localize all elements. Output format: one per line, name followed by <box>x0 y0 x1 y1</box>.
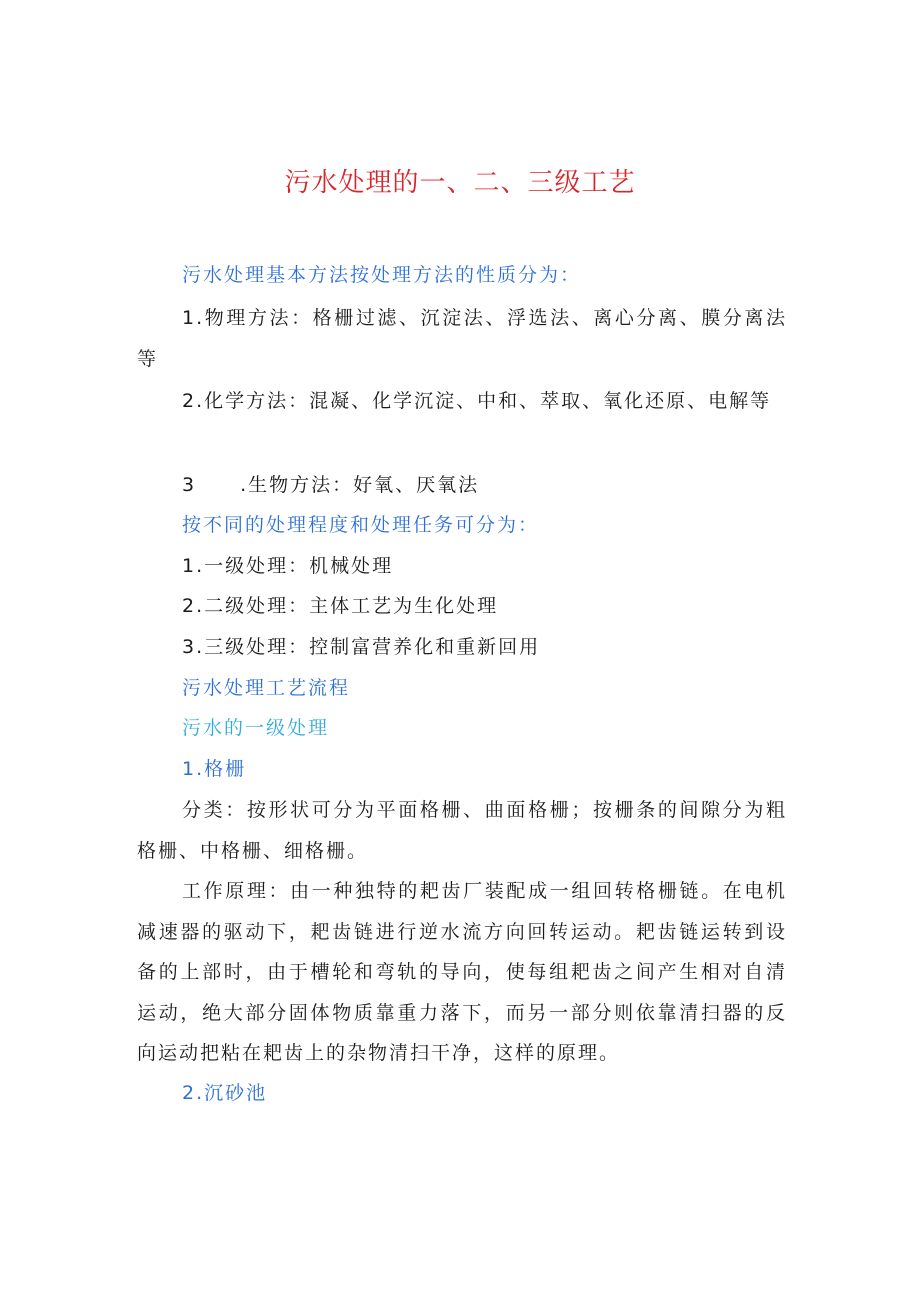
grit-chamber-heading: 2.沉砂池 <box>182 1082 268 1104</box>
method-heading: 污水处理基本方法按处理方法的性质分为： <box>182 264 582 286</box>
grille-principle: 工作原理：由一种独特的耙齿厂装配成一组回转格栅链。在电机减速器的驱动下，耙齿链进行逆水流方向回转运动。耙齿链运转到设备的上部时，由于槽轮和弯轨的导向，使每组耙齿之间产生相对自清运动，绝大部分固体物质靠重力落下，而另一部分则依靠清扫器的反向运动把粘在耙齿上的杂物清扫干净，这样的原理。 <box>137 880 787 1065</box>
primary-treatment-heading: 污水的一级处理 <box>182 717 330 739</box>
method-item-3 <box>182 473 479 497</box>
method-item-2: 2.化学方法：混凝、化学沉淀、中和、萃取、氧化还原、电解等 <box>182 390 772 412</box>
grille-classification: 分类：按形状可分为平面格栅、曲面格栅；按栅条的间隙分为粗格栅、中格栅、细格栅。 <box>137 799 787 862</box>
method-item-3-text: .生物方法：好氧、厌氧法 <box>240 474 480 496</box>
grille-heading: 1.格栅 <box>182 758 247 780</box>
document-title: 污水处理的一、二、三级工艺 <box>284 168 636 198</box>
method-item-3-number: 3 <box>182 474 197 496</box>
level-heading: 按不同的处理程度和处理任务可分为： <box>182 514 540 536</box>
method-item-1: 1.物理方法：格栅过滤、沉淀法、浮选法、离心分离、膜分离法等 <box>137 307 787 370</box>
level-item-3: 3.三级处理：控制富营养化和重新回用 <box>182 636 541 658</box>
flow-heading: 污水处理工艺流程 <box>182 677 351 699</box>
level-item-1: 1.一级处理：机械处理 <box>182 555 394 577</box>
level-item-2: 2.二级处理：主体工艺为生化处理 <box>182 595 499 617</box>
